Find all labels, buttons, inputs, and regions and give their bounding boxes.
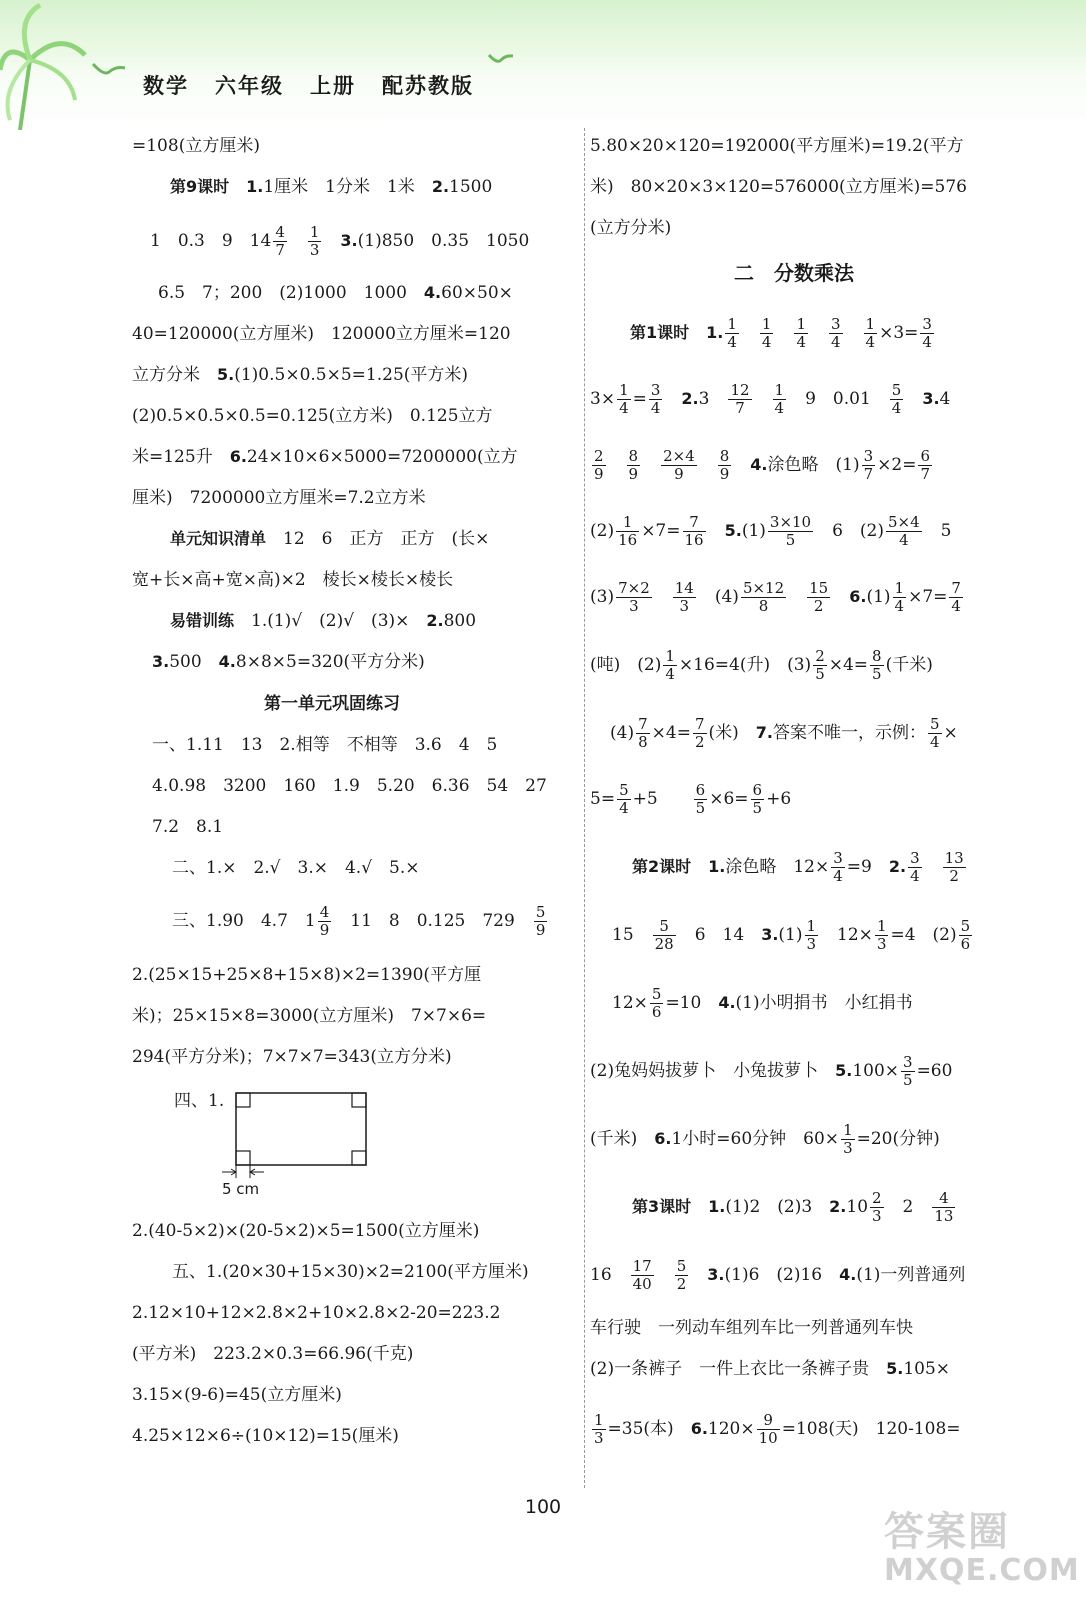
- book-title: [143, 70, 500, 100]
- fraction: $\frac{3}{5}$: [903, 1053, 913, 1089]
- fraction: $\frac{1}{16}$: [618, 513, 638, 549]
- answer-line: 单元知识清单 12 6 正方 正方 (长×: [170, 529, 490, 549]
- answer-line: 294(平方分米)；7×7×7=343(立方分米): [132, 1047, 452, 1067]
- fraction: $\frac{4}{9}$: [319, 903, 330, 939]
- answer-line: $\frac{2}{9}$ $\frac{8}{9}$ $\frac{2\times 4}{9}$ $\frac{8}{9}$ 4.涂色略 (1) $\frac{3}{7}$ ×2= $\frac{6}{7}$: [594, 447, 931, 483]
- fraction: $\frac{3}{4}$: [922, 315, 932, 351]
- answer-line: 米) 80×20×3×120=576000(立方厘米)=576: [590, 177, 967, 197]
- fraction: $\frac{4}{7}$: [275, 223, 285, 259]
- fraction: $\frac{2\times 4}{9}$: [663, 447, 695, 483]
- answer-line: (4) $\frac{7}{8}$ ×4= $\frac{7}{2}$ (米) 7.答案不唯一，示例： $\frac{5}{4}$ ×: [610, 715, 958, 751]
- answer-line: 16 $\frac{17}{40}$ $\frac{5}{2}$ 3.(1)6 (2)16 4.(1)一列普通列: [590, 1257, 966, 1293]
- answer-line: 二、1.× 2.√ 3.× 4.√ 5.×: [172, 858, 420, 878]
- answer-line: 车行驶 一列动车组列车比一列普通列车快: [590, 1318, 913, 1338]
- answer-line: (2)0.5×0.5×0.5=0.125(立方米) 0.125立方: [132, 406, 493, 426]
- fraction: $\frac{2}{5}$: [815, 647, 825, 683]
- fraction: $\frac{2}{3}$: [872, 1189, 882, 1225]
- fraction: $\frac{7}{2}$: [694, 715, 705, 751]
- fraction: $\frac{5}{28}$: [654, 917, 674, 953]
- fraction: $\frac{1}{4}$: [865, 315, 876, 351]
- answer-line: 4.0.98 3200 160 1.9 5.20 6.36 54 27: [152, 776, 547, 796]
- answer-line: 5.80×20×120=192000(平方厘米)=19.2(平方: [590, 136, 964, 156]
- answer-line: 米=125升 6.24×10×6×5000=7200000(立方: [132, 447, 518, 467]
- bird-icon: [488, 52, 514, 66]
- answer-line: 宽+长×高+宽×高)×2 棱长×棱长×棱长: [132, 570, 454, 590]
- answer-line: (吨) (2) $\frac{1}{4}$ ×16=4(升) (3) $\frac{2}{5}$ ×4= $\frac{8}{5}$ (千米): [590, 647, 933, 683]
- unit-title: 第一单元巩固练习: [264, 694, 400, 714]
- fraction: $\frac{15}{2}$: [809, 579, 829, 615]
- fraction: $\frac{5}{6}$: [960, 917, 971, 953]
- fraction: $\frac{1}{3}$: [309, 223, 320, 259]
- answer-line: (2)兔妈妈拔萝卜 小兔拔萝卜 5.100× $\frac{3}{5}$ =60: [590, 1053, 953, 1089]
- fraction: $\frac{1}{3}$: [594, 1411, 604, 1447]
- answer-line: 第2课时 1.涂色略 12× $\frac{3}{4}$ =9 2. $\frac{3}{4}$ $\frac{13}{2}$: [632, 849, 964, 885]
- answer-line: 五、1.(20×30+15×30)×2=2100(平方厘米): [172, 1262, 529, 1282]
- fraction: $\frac{3}{4}$: [831, 315, 841, 351]
- fraction: $\frac{3}{4}$: [833, 849, 843, 885]
- fraction: $\frac{1}{4}$: [796, 315, 806, 351]
- fraction: $\frac{5}{4}$: [619, 781, 629, 817]
- answer-line: 第3课时 1.(1)2 (2)3 2.10 $\frac{2}{3}$ 2 $\frac{4}{13}$: [632, 1189, 954, 1225]
- fraction: $\frac{5}{6}$: [651, 985, 662, 1021]
- fraction: $\frac{14}{3}$: [674, 579, 694, 615]
- answer-line: (平方米) 223.2×0.3=66.96(千克): [132, 1344, 414, 1364]
- answer-line: =108(立方厘米): [132, 136, 260, 156]
- fraction: $\frac{6}{5}$: [752, 781, 763, 817]
- answer-line: 2.(40-5×2)×(20-5×2)×5=1500(立方厘米): [132, 1221, 480, 1241]
- fraction: $\frac{1}{3}$: [843, 1121, 853, 1157]
- fraction: $\frac{3}{7}$: [863, 447, 874, 483]
- answer-line: $\frac{1}{3}$ =35(本) 6.120× $\frac{9}{10}$ =108(天) 120-108=: [594, 1411, 961, 1447]
- fraction: $\frac{1}{4}$: [761, 315, 772, 351]
- answer-line: 6.5 7；200 (2)1000 1000 4.60×50×: [158, 283, 513, 303]
- grade: 六年级: [215, 73, 284, 98]
- answer-line: (2)一条裤子 一件上衣比一条裤子贵 5.105×: [590, 1359, 951, 1379]
- fraction: $\frac{1}{3}$: [876, 917, 887, 953]
- answer-line: 5= $\frac{5}{4}$ +5 $\frac{6}{5}$ ×6= $\frac{6}{5}$ +6: [590, 781, 792, 817]
- answer-line: (2) $\frac{1}{16}$ ×7= $\frac{7}{16}$ 5.(1) $\frac{3\times 10}{5}$ 6 (2) $\frac{5\times 4}{4}$ 5: [590, 513, 952, 549]
- subject: 数学: [143, 73, 189, 98]
- answer-line: 厘米) 7200000立方厘米=7.2立方米: [132, 488, 426, 508]
- section-title: 二 分数乘法: [734, 261, 854, 285]
- fraction: $\frac{9}{10}$: [758, 1411, 778, 1447]
- answer-line: 2.(25×15+25×8+15×8)×2=1390(平方厘: [132, 965, 482, 985]
- fraction: $\frac{5}{9}$: [535, 903, 546, 939]
- bird-icon: [92, 62, 126, 78]
- answer-line: 立方分米 5.(1)0.5×0.5×5=1.25(平方米): [132, 365, 469, 385]
- fraction: $\frac{7\times 2}{3}$: [618, 579, 650, 615]
- fraction: $\frac{1}{4}$: [619, 381, 629, 417]
- answer-line: (千米) 6.1小时=60分钟 60× $\frac{1}{3}$ =20(分钟): [590, 1121, 940, 1157]
- answer-line: 第1课时 1. $\frac{1}{4}$ $\frac{1}{4}$ $\frac{1}{4}$ $\frac{3}{4}$ $\frac{1}{4}$ ×3= $\frac{3}{4}$: [630, 315, 932, 351]
- fraction: $\frac{1}{4}$: [774, 381, 785, 417]
- fraction: $\frac{6}{7}$: [920, 447, 931, 483]
- volume: 上册: [310, 73, 356, 98]
- fraction: $\frac{3}{4}$: [910, 849, 920, 885]
- dimension-label: 5 cm: [222, 1180, 260, 1198]
- answer-line: 第9课时 1.1厘米 1分米 1米 2.1500: [170, 177, 493, 197]
- answer-line: 7.2 8.1: [152, 817, 224, 837]
- fraction: $\frac{1}{4}$: [665, 647, 675, 683]
- edition: 配苏教版: [382, 73, 474, 98]
- answer-line: 3.500 4.8×8×5=320(平方分米): [152, 652, 425, 672]
- header-banner: [0, 0, 1086, 130]
- fraction: $\frac{8}{9}$: [628, 447, 639, 483]
- answer-line: 米)；25×15×8=3000(立方厘米) 7×7×6=: [132, 1006, 487, 1026]
- column-divider: [584, 128, 585, 1488]
- fraction: $\frac{7}{16}$: [684, 513, 704, 549]
- fraction: $\frac{7}{4}$: [951, 579, 961, 615]
- answer-line: 三、1.90 4.7 1 $\frac{4}{9}$ 11 8 0.125 729 $\frac{5}{9}$: [172, 903, 546, 939]
- fraction: $\frac{5\times 12}{8}$: [742, 579, 785, 615]
- answer-line: (3) $\frac{7\times 2}{3}$ $\frac{14}{3}$ (4) $\frac{5\times 12}{8}$ $\frac{15}{2}$ 6.(1) $\frac{1}{4}$ ×7= $\frac{7}{4}$: [590, 579, 961, 615]
- answer-line: 3.15×(9-6)=45(立方厘米): [132, 1385, 342, 1405]
- answer-line: 1 0.3 9 14 $\frac{4}{7}$ $\frac{1}{3}$ 3.(1)850 0.35 1050: [150, 223, 530, 259]
- page-number: 100: [524, 1496, 562, 1518]
- fraction: $\frac{7}{8}$: [638, 715, 648, 751]
- fraction: $\frac{5}{4}$: [891, 381, 902, 417]
- answer-line: 3× $\frac{1}{4}$ = $\frac{3}{4}$ 2.3 $\frac{12}{7}$ $\frac{1}{4}$ 9 0.01 $\frac{5}{4}$ 3.4: [590, 381, 951, 417]
- fraction: $\frac{3\times 10}{5}$: [769, 513, 812, 549]
- fraction: $\frac{5\times 4}{4}$: [888, 513, 920, 549]
- answer-line: 一、1.11 13 2.相等 不相等 3.6 4 5: [152, 735, 498, 755]
- answer-line: 2.12×10+12×2.8×2+10×2.8×2-20=223.2: [132, 1303, 501, 1323]
- answer-line: 易错训练 1.(1)√ (2)√ (3)× 2.800: [170, 611, 477, 631]
- fraction: $\frac{5}{2}$: [676, 1257, 687, 1293]
- answer-line: 4.25×12×6÷(10×12)=15(厘米): [132, 1426, 399, 1446]
- answer-line: 15 $\frac{5}{28}$ 6 14 3.(1) $\frac{1}{3}$ 12× $\frac{1}{3}$ =4 (2) $\frac{5}{6}$: [612, 917, 971, 953]
- fraction: $\frac{13}{2}$: [944, 849, 964, 885]
- answer-line: (立方分米): [590, 218, 672, 238]
- watermark: 答案圈 MXQE.COM: [884, 1509, 1080, 1588]
- fraction: $\frac{2}{9}$: [594, 447, 604, 483]
- fraction: $\frac{12}{7}$: [730, 381, 750, 417]
- answer-line: 四、1.: [174, 1091, 225, 1111]
- fraction: $\frac{1}{3}$: [806, 917, 817, 953]
- fraction: $\frac{1}{4}$: [727, 315, 737, 351]
- answer-line: 40=120000(立方厘米) 120000立方厘米=120: [132, 324, 511, 344]
- fraction: $\frac{1}{4}$: [894, 579, 905, 615]
- fraction: $\frac{8}{9}$: [719, 447, 730, 483]
- fraction: $\frac{8}{5}$: [872, 647, 882, 683]
- fraction: $\frac{5}{4}$: [929, 715, 940, 751]
- fraction: $\frac{3}{4}$: [650, 381, 661, 417]
- answer-line: 12× $\frac{5}{6}$ =10 4.(1)小明捐书 小红捐书: [612, 985, 913, 1021]
- fraction: $\frac{4}{13}$: [934, 1189, 954, 1225]
- fraction: $\frac{17}{40}$: [632, 1257, 652, 1293]
- fraction: $\frac{6}{5}$: [695, 781, 706, 817]
